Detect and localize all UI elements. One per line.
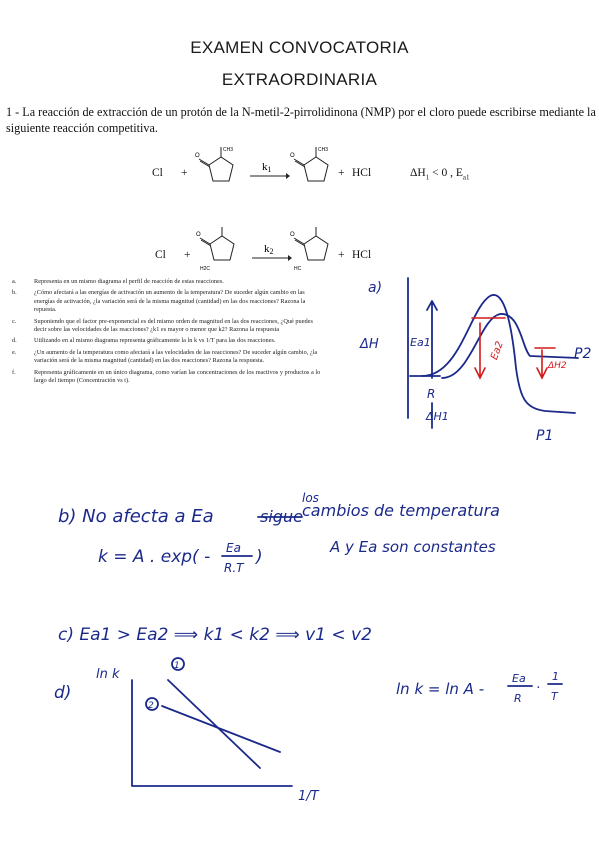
oxygen-label: O [290, 232, 295, 238]
nmp-product-2 [290, 224, 342, 272]
methyl-label: CH3 [318, 147, 329, 153]
exam-title-line1: EXAMEN CONVOCATORIA [190, 38, 409, 57]
line-1-label: 1 [174, 661, 180, 671]
reaction1-plus2: + [338, 167, 345, 179]
reaction1-thermo: $\Delta H_1 < 0$ , $E_{a1}$ [410, 167, 470, 182]
delta-h-axis-label: ΔH [360, 337, 379, 352]
arrhenius-num: Ea [226, 541, 241, 555]
answer-c [50, 614, 470, 654]
reaction1-product: HCl [352, 167, 372, 179]
option-e: e. ¿Un aumento de la temperatura como afectará a las velocidades de las reacciones? De suceder algún cambio, ¿la variación será de la misma magnitud (cantidad) en las dos reacciones? Razona la respuesta. [12, 348, 318, 365]
reaction1-arrow [248, 160, 290, 182]
answer-a-label: a) [368, 280, 383, 296]
rate-k2: k2 [264, 243, 274, 256]
option-a: a. Representa en un mismo diagrama el perfil de reacción de estas reacciones. [12, 278, 224, 285]
ln-k-eq-den2: T [551, 690, 558, 703]
ln-k-eq-num: Ea [512, 672, 526, 685]
ln-k-axis-label: ln k [96, 667, 120, 682]
reaction2-plus1: + [184, 249, 191, 261]
answer-d-equation [396, 660, 596, 712]
question-1-text: 1 - La reacción de extracción de un protón de la N-metil-2-pirrolidinona (NMP) por el cloro puede escribirse mediante la siguiente reacción competitiva. [6, 105, 596, 135]
ln-k-equation-start: ln k = ln A - [396, 680, 485, 698]
p2-label: P2 [574, 346, 592, 362]
answer-a-energy-profile [330, 268, 598, 448]
delta-h2-label: ΔH2 [548, 361, 567, 371]
oxygen-label: O [290, 153, 295, 159]
reaction2-plus2: + [338, 249, 345, 261]
reaction2-arrow [250, 242, 292, 264]
answer-b-line1-end: cambios de temperatura [302, 501, 500, 520]
nmp-molecule-2 [196, 224, 248, 272]
ea1-label: Ea1 [410, 336, 431, 349]
ring-ch2-label: H2C [200, 266, 211, 272]
reaction1-reactant: Cl [152, 167, 163, 179]
rate-k1: k1 [262, 161, 272, 174]
oxygen-label: O [195, 153, 200, 159]
option-c: c. Suponiendo que el factor pre-exponencial es del mismo orden de magnitud en las dos reacciones, ¿Qué puedes decir sobre las velocidades de las reacciones? ¿k1 es mayor o menor que k2? Razona la respuesta [12, 317, 313, 333]
reaction2-reactant: Cl [155, 249, 166, 261]
nmp-molecule-1 [195, 143, 247, 191]
p1-label: P1 [536, 428, 554, 444]
answer-b-constants: A y Ea son constantes [330, 538, 496, 556]
ln-k-eq-den: R [514, 692, 522, 705]
methyl-label: CH3 [223, 147, 234, 153]
delta-h1-label: ΔH1 [426, 410, 449, 423]
reaction2-product: HCl [352, 249, 372, 261]
plot-axes [132, 680, 292, 786]
answer-b [40, 480, 580, 580]
option-d: d. Utilizando en al mismo diagrama representa gráficamente la ln k vs 1/T para las dos reacciones. [12, 337, 276, 345]
ea2-label: Ea2 [489, 339, 506, 362]
line-reaction-2 [162, 706, 280, 752]
option-b: b. ¿Cómo afectará a las energías de activación un aumento de la temperatura? De suceder algún cambio en las energías de activación, ¿la variación será de la misma magnitud (cantidad) en las dos reacciones? Razona la repuesta. [12, 289, 306, 314]
answer-d-plot [40, 650, 370, 810]
inv-t-axis-label: 1/T [298, 789, 319, 804]
reactant-label: R [427, 387, 436, 401]
ring-hc-label: HC [294, 266, 302, 272]
answer-b-struck-word: sigue [260, 507, 303, 526]
answer-d-label: d) [54, 683, 72, 703]
line-reaction-1 [168, 680, 260, 768]
arrhenius-den: R.T [224, 561, 244, 575]
answer-b-insert: los [302, 491, 319, 505]
ln-k-eq-num2: 1 [552, 670, 559, 683]
ln-k-eq-dot: · [536, 681, 541, 696]
answer-b-line1-start: b) No afecta a Ea [58, 506, 214, 527]
oxygen-label: O [196, 232, 201, 238]
nmp-product-1 [290, 143, 342, 191]
arrhenius-end: ) [256, 547, 263, 567]
reaction1-plus1: + [181, 167, 188, 179]
line-2-label: 2 [148, 701, 154, 711]
option-f: f. Representa gráficamente en un único diagrama, como varían las concentraciones de los reactivos y productos a lo largo del tiempo (Concentración vs t). [12, 368, 321, 384]
exam-title-line2: EXTRAORDINARIA [221, 70, 378, 89]
question-options [12, 278, 324, 388]
arrhenius-start: k = A . exp( - [98, 547, 211, 567]
answer-c-line: c) Ea1 > Ea2 ⟹ k1 < k2 ⟹ v1 < v2 [58, 625, 372, 645]
